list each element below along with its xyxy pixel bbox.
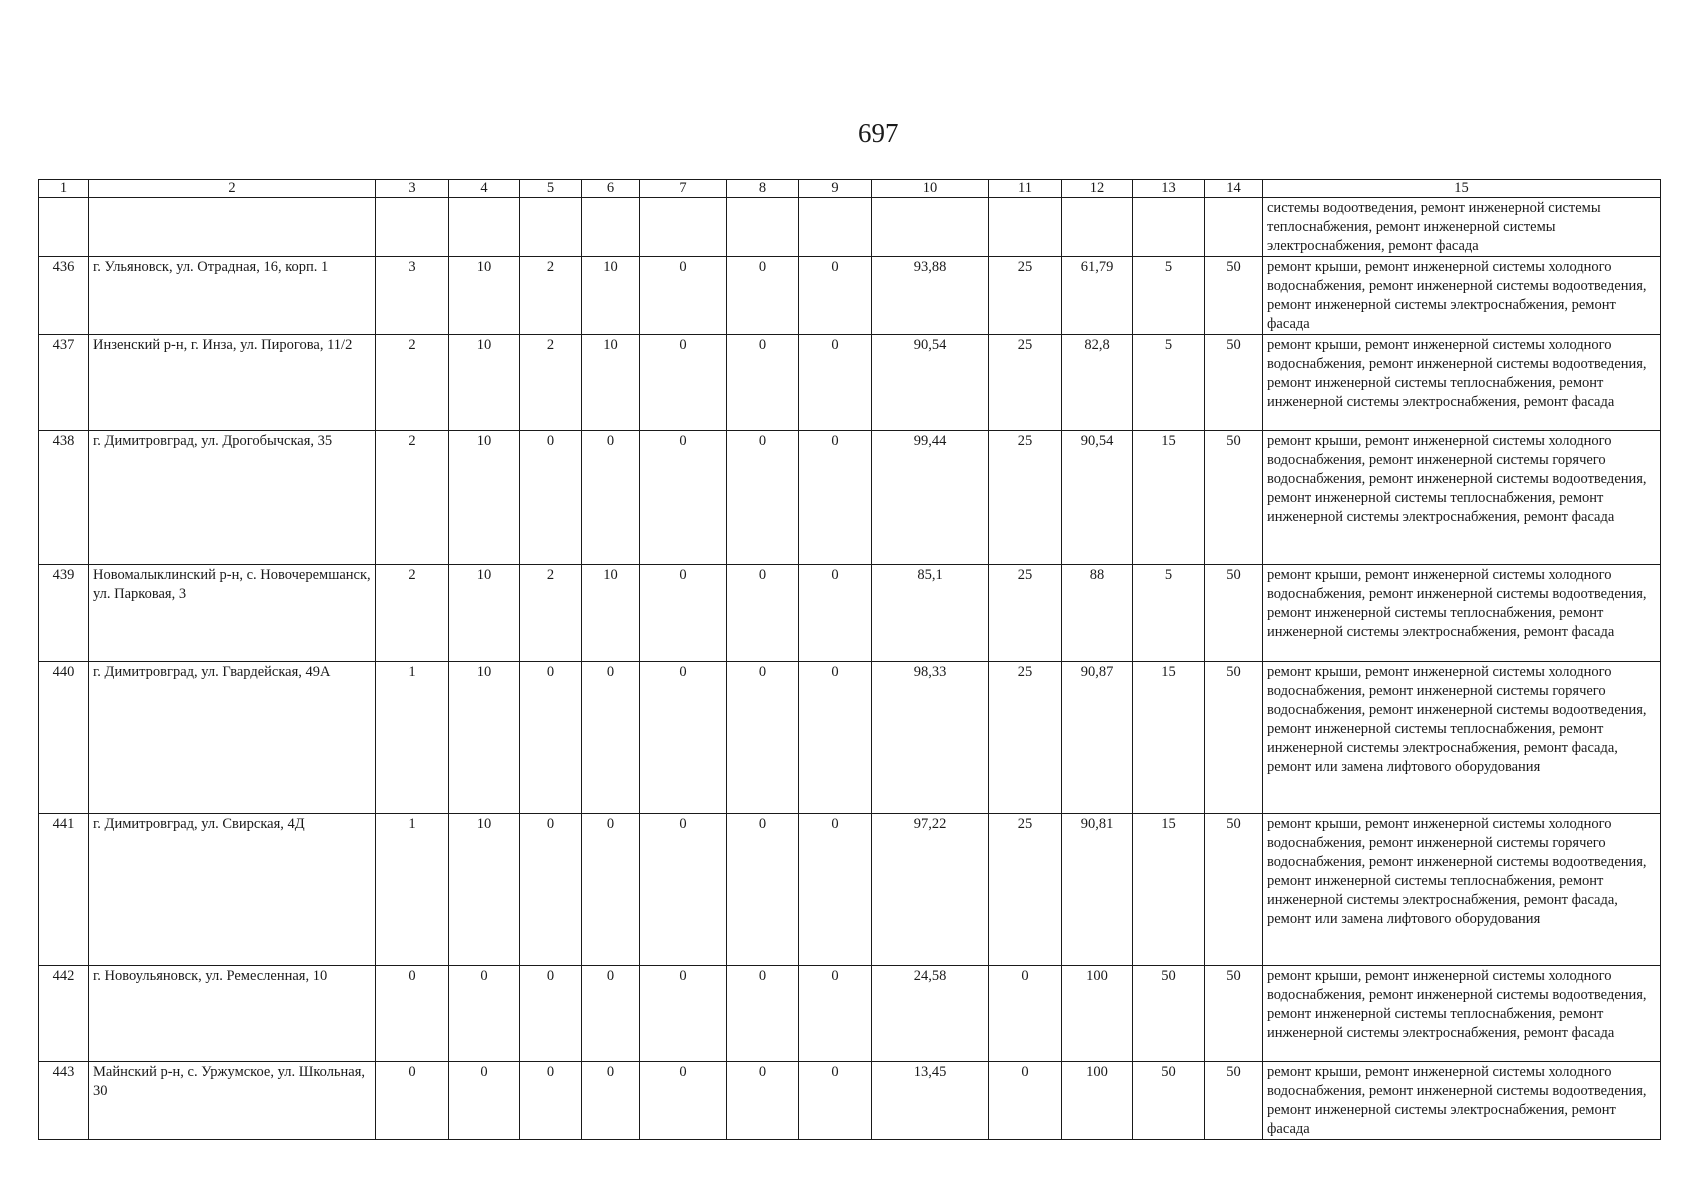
value-cell: 0 — [799, 335, 872, 431]
table-row — [39, 431, 1661, 565]
value-cell: 0 — [727, 1062, 799, 1140]
value-cell: 0 — [799, 814, 872, 966]
value-cell: 2 — [376, 335, 449, 431]
value-cell: 5 — [1133, 335, 1205, 431]
value-cell: 98,33 — [872, 662, 989, 814]
table-cell — [1062, 198, 1133, 257]
value-cell: 15 — [1133, 814, 1205, 966]
address-cell: г. Димитровград, ул. Гвардейская, 49А — [89, 662, 376, 814]
table-cell — [1133, 198, 1205, 257]
table-row — [39, 966, 1661, 1062]
value-cell: 90,54 — [1062, 431, 1133, 565]
works-cell: ремонт крыши, ремонт инженерной системы холодного водоснабжения, ремонт инженерной системы водоотведения, ремонт инженерной системы теплоснабжения, ремонт инженерной системы электроснабжения, ремонт фасада — [1263, 565, 1661, 662]
value-cell: 0 — [640, 431, 727, 565]
value-cell: 24,58 — [872, 966, 989, 1062]
value-cell: 2 — [376, 565, 449, 662]
works-cell: ремонт крыши, ремонт инженерной системы холодного водоснабжения, ремонт инженерной системы водоотведения, ремонт инженерной системы электроснабжения, ремонт фасада — [1263, 1062, 1661, 1140]
row-number: 438 — [39, 431, 89, 565]
table-cell — [799, 198, 872, 257]
value-cell: 10 — [449, 662, 520, 814]
column-header-8: 8 — [727, 180, 799, 198]
value-cell: 1 — [376, 814, 449, 966]
value-cell: 0 — [727, 335, 799, 431]
table-cell — [872, 198, 989, 257]
column-header-1: 1 — [39, 180, 89, 198]
table-row — [39, 335, 1661, 431]
value-cell: 100 — [1062, 1062, 1133, 1140]
address-cell: г. Ульяновск, ул. Отрадная, 16, корп. 1 — [89, 257, 376, 335]
value-cell: 5 — [1133, 257, 1205, 335]
value-cell: 50 — [1205, 431, 1263, 565]
table-cell — [727, 198, 799, 257]
value-cell: 50 — [1205, 257, 1263, 335]
value-cell: 0 — [520, 431, 582, 565]
value-cell: 50 — [1133, 966, 1205, 1062]
value-cell: 0 — [640, 662, 727, 814]
address-cell: Майнский р-н, с. Уржумское, ул. Школьная, 30 — [89, 1062, 376, 1140]
value-cell: 99,44 — [872, 431, 989, 565]
column-header-6: 6 — [582, 180, 640, 198]
value-cell: 0 — [640, 1062, 727, 1140]
value-cell: 25 — [989, 431, 1062, 565]
value-cell: 1 — [376, 662, 449, 814]
value-cell: 0 — [989, 1062, 1062, 1140]
row-number: 437 — [39, 335, 89, 431]
register-table — [38, 179, 1661, 1140]
value-cell: 0 — [989, 966, 1062, 1062]
table-row — [39, 662, 1661, 814]
value-cell: 0 — [799, 662, 872, 814]
value-cell: 0 — [727, 565, 799, 662]
value-cell: 0 — [727, 966, 799, 1062]
table-cell — [989, 198, 1062, 257]
column-header-14: 14 — [1205, 180, 1263, 198]
column-header-10: 10 — [872, 180, 989, 198]
column-header-12: 12 — [1062, 180, 1133, 198]
value-cell: 0 — [640, 966, 727, 1062]
column-header-13: 13 — [1133, 180, 1205, 198]
value-cell: 0 — [640, 257, 727, 335]
column-header-7: 7 — [640, 180, 727, 198]
value-cell: 10 — [582, 565, 640, 662]
continuation-row — [39, 198, 1661, 257]
value-cell: 10 — [449, 814, 520, 966]
value-cell: 61,79 — [1062, 257, 1133, 335]
value-cell: 10 — [449, 431, 520, 565]
works-cell: ремонт крыши, ремонт инженерной системы холодного водоснабжения, ремонт инженерной системы горячего водоснабжения, ремонт инженерной системы водоотведения, ремонт инженерной системы теплоснабжения, ремонт инженерной системы электроснабжения, ремонт фасада, ремонт или замена лифтового оборудования — [1263, 814, 1661, 966]
value-cell: 90,87 — [1062, 662, 1133, 814]
table-row — [39, 257, 1661, 335]
value-cell: 82,8 — [1062, 335, 1133, 431]
value-cell: 13,45 — [872, 1062, 989, 1140]
value-cell: 50 — [1205, 814, 1263, 966]
value-cell: 0 — [799, 966, 872, 1062]
value-cell: 85,1 — [872, 565, 989, 662]
value-cell: 0 — [727, 431, 799, 565]
value-cell: 90,81 — [1062, 814, 1133, 966]
works-cell: ремонт крыши, ремонт инженерной системы холодного водоснабжения, ремонт инженерной системы водоотведения, ремонт инженерной системы электроснабжения, ремонт фасада — [1263, 257, 1661, 335]
value-cell: 0 — [640, 814, 727, 966]
table-row — [39, 1062, 1661, 1140]
table-row — [39, 814, 1661, 966]
value-cell: 100 — [1062, 966, 1133, 1062]
value-cell: 2 — [520, 257, 582, 335]
value-cell: 0 — [582, 431, 640, 565]
value-cell: 0 — [376, 966, 449, 1062]
value-cell: 0 — [449, 966, 520, 1062]
value-cell: 2 — [520, 565, 582, 662]
value-cell: 2 — [376, 431, 449, 565]
page-number: 697 — [858, 118, 899, 148]
value-cell: 0 — [582, 662, 640, 814]
works-cell: ремонт крыши, ремонт инженерной системы холодного водоснабжения, ремонт инженерной системы горячего водоснабжения, ремонт инженерной системы водоотведения, ремонт инженерной системы теплоснабжения, ремонт инженерной системы электроснабжения, ремонт фасада — [1263, 431, 1661, 565]
row-number: 436 — [39, 257, 89, 335]
row-number: 439 — [39, 565, 89, 662]
table-cell — [39, 198, 89, 257]
works-cell: системы водоотведения, ремонт инженерной системы теплоснабжения, ремонт инженерной системы электроснабжения, ремонт фасада — [1263, 198, 1661, 257]
value-cell: 0 — [799, 257, 872, 335]
address-cell: Инзенский р-н, г. Инза, ул. Пирогова, 11/2 — [89, 335, 376, 431]
value-cell: 10 — [582, 335, 640, 431]
table-cell — [89, 198, 376, 257]
table-cell — [520, 198, 582, 257]
value-cell: 10 — [582, 257, 640, 335]
column-header-15: 15 — [1263, 180, 1661, 198]
value-cell: 5 — [1133, 565, 1205, 662]
row-number: 443 — [39, 1062, 89, 1140]
value-cell: 0 — [520, 814, 582, 966]
value-cell: 25 — [989, 814, 1062, 966]
value-cell: 0 — [640, 335, 727, 431]
value-cell: 10 — [449, 257, 520, 335]
works-cell: ремонт крыши, ремонт инженерной системы холодного водоснабжения, ремонт инженерной системы водоотведения, ремонт инженерной системы теплоснабжения, ремонт инженерной системы электроснабжения, ремонт фасада — [1263, 966, 1661, 1062]
table-cell — [640, 198, 727, 257]
table-row — [39, 565, 1661, 662]
value-cell: 0 — [520, 1062, 582, 1140]
value-cell: 50 — [1205, 1062, 1263, 1140]
value-cell: 15 — [1133, 662, 1205, 814]
works-cell: ремонт крыши, ремонт инженерной системы холодного водоснабжения, ремонт инженерной системы водоотведения, ремонт инженерной системы теплоснабжения, ремонт инженерной системы электроснабжения, ремонт фасада — [1263, 335, 1661, 431]
address-cell: г. Димитровград, ул. Дрогобычская, 35 — [89, 431, 376, 565]
value-cell: 50 — [1205, 662, 1263, 814]
value-cell: 50 — [1205, 335, 1263, 431]
table-cell — [1205, 198, 1263, 257]
value-cell: 50 — [1205, 966, 1263, 1062]
value-cell: 10 — [449, 565, 520, 662]
value-cell: 0 — [520, 662, 582, 814]
value-cell: 0 — [582, 1062, 640, 1140]
value-cell: 3 — [376, 257, 449, 335]
value-cell: 0 — [799, 565, 872, 662]
address-cell: г. Новоульяновск, ул. Ремесленная, 10 — [89, 966, 376, 1062]
value-cell: 2 — [520, 335, 582, 431]
row-number: 442 — [39, 966, 89, 1062]
works-cell: ремонт крыши, ремонт инженерной системы холодного водоснабжения, ремонт инженерной системы горячего водоснабжения, ремонт инженерной системы водоотведения, ремонт инженерной системы теплоснабжения, ремонт инженерной системы электроснабжения, ремонт фасада, ремонт или замена лифтового оборудования — [1263, 662, 1661, 814]
column-number-row — [39, 180, 1661, 198]
value-cell: 0 — [582, 814, 640, 966]
column-header-2: 2 — [89, 180, 376, 198]
value-cell: 0 — [520, 966, 582, 1062]
column-header-4: 4 — [449, 180, 520, 198]
value-cell: 88 — [1062, 565, 1133, 662]
value-cell: 10 — [449, 335, 520, 431]
value-cell: 0 — [727, 257, 799, 335]
value-cell: 0 — [640, 565, 727, 662]
column-header-9: 9 — [799, 180, 872, 198]
value-cell: 25 — [989, 257, 1062, 335]
value-cell: 0 — [799, 1062, 872, 1140]
address-cell: г. Димитровград, ул. Свирская, 4Д — [89, 814, 376, 966]
value-cell: 0 — [799, 431, 872, 565]
value-cell: 0 — [727, 814, 799, 966]
column-header-3: 3 — [376, 180, 449, 198]
value-cell: 90,54 — [872, 335, 989, 431]
value-cell: 97,22 — [872, 814, 989, 966]
value-cell: 50 — [1133, 1062, 1205, 1140]
value-cell: 15 — [1133, 431, 1205, 565]
row-number: 441 — [39, 814, 89, 966]
value-cell: 25 — [989, 565, 1062, 662]
value-cell: 0 — [582, 966, 640, 1062]
table-cell — [582, 198, 640, 257]
column-header-5: 5 — [520, 180, 582, 198]
value-cell: 0 — [376, 1062, 449, 1140]
column-header-11: 11 — [989, 180, 1062, 198]
value-cell: 50 — [1205, 565, 1263, 662]
row-number: 440 — [39, 662, 89, 814]
value-cell: 0 — [727, 662, 799, 814]
table-cell — [449, 198, 520, 257]
value-cell: 0 — [449, 1062, 520, 1140]
value-cell: 25 — [989, 335, 1062, 431]
value-cell: 93,88 — [872, 257, 989, 335]
value-cell: 25 — [989, 662, 1062, 814]
table-cell — [376, 198, 449, 257]
address-cell: Новомалыклинский р-н, с. Новочеремшанск, ул. Парковая, 3 — [89, 565, 376, 662]
